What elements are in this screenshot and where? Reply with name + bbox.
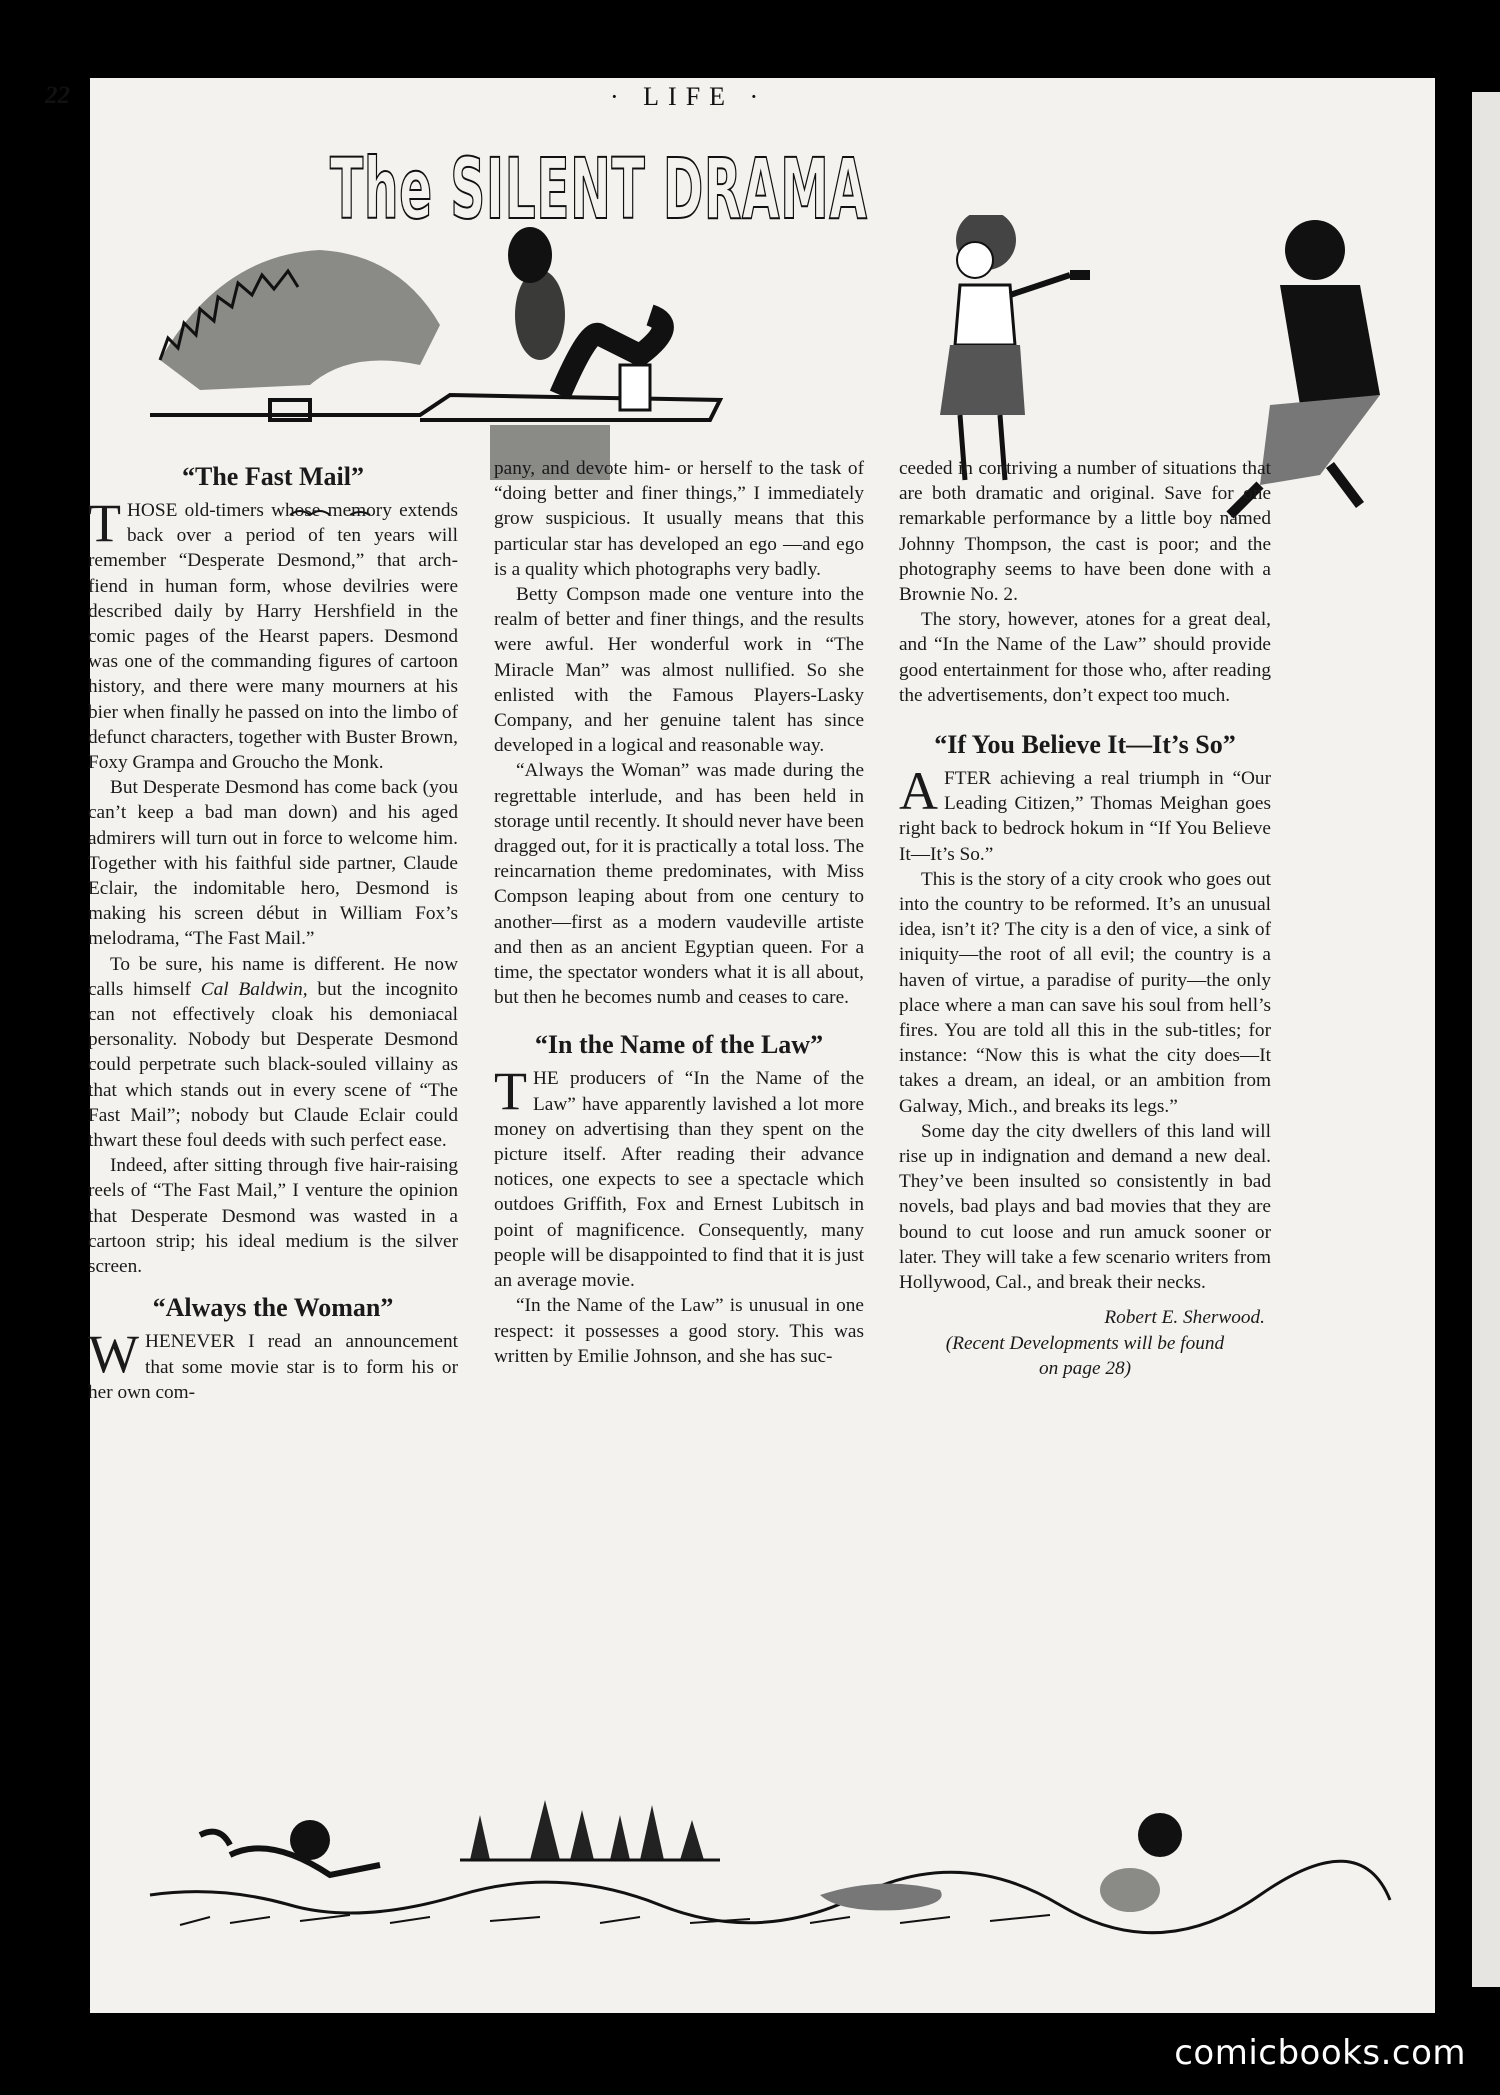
paragraph: ceeded in contriving a number of situations that are both dramatic and original. Save for one remarkable performance by a little boy named Johnny Thompson, the cast is poor; and the photography seems to have been done with a Brownie No. 2.	[899, 458, 1271, 606]
magazine-title: · LIFE ·	[610, 82, 768, 111]
heading-if-you-believe-it: “If You Believe It—It’s So”	[934, 730, 1236, 760]
paragraph: “In the Name of the Law” is unusual in one respect: it possesses a good story. This was written by Emilie Johnson, and she has suc-	[494, 1295, 864, 1367]
watermark: comicbooks.com	[1174, 2033, 1466, 2073]
column-3	[899, 456, 1271, 1381]
paragraph	[88, 493, 458, 775]
drop-cap: W	[88, 1324, 139, 1385]
paragraph-text: To be sure, his name is different. He now calls himself	[88, 953, 458, 1000]
footnote-line-1: (Recent Developments will be found	[945, 1332, 1225, 1354]
paragraph: Indeed, after sitting through five hair-raising reels of “The Fast Mail,” I venture the opinion that Desperate Desmond was wasted in a cartoon strip; his ideal medium is the silver screen.	[88, 1155, 458, 1278]
paragraph	[494, 1061, 864, 1293]
heading-always-the-woman: “Always the Woman”	[152, 1293, 394, 1323]
paragraph-text: HOSE old-timers whose memory extends back over a period of ten years will remember “Desperate Desmond,” that arch-fiend in human form, whose devilries were described daily by Harry Hershfield in the comic pages of the Hearst papers. Desmond was one of the commanding figures of cartoon history, and there were many mourners at his bier when finally he passed on into the limbo of defunct characters, together with Buster Brown, Foxy Grampa and Groucho the Monk.	[88, 500, 458, 774]
drop-cap: T	[494, 1061, 527, 1122]
paragraph: Some day the city dwellers of this land will rise up in indignation and demand a new deal. They’ve been insulted so consistently in bad novels, bad plays and bad movies that they are bound to cut loose and run amuck sooner or later. They will take a few scenario writers from Hollywood, Cal., and break their necks.	[899, 1120, 1271, 1294]
drop-cap: T	[88, 493, 121, 553]
paragraph	[88, 1324, 458, 1405]
paragraph	[88, 952, 458, 1154]
drop-cap: A	[899, 761, 938, 822]
paragraph: “Always the Woman” was made during the regrettable interlude, and has been held in storage until recently. It should never have been dragged out, for it is practically a total loss. The reincarnation theme predominates, with Miss Compson leaping about from one century to another—first as a modern vaudeville artiste and then as an ancient Egyptian queen. For a time, the spectator wonders what it is all about, but then he becomes numb and ceases to care.	[494, 760, 864, 1009]
italic-name: Cal Baldwin,	[200, 978, 308, 1000]
paragraph-text: but the incognito can not effectively cloak his demoniacal personality. Nobody but Desperate Desmond could perpetrate such black-souled villainy as that which stands out in every scene of “The Fast Mail”; nobody but Claude Eclair could thwart these foul deeds with such perfect ease.	[88, 978, 458, 1152]
paragraph: This is the story of a city crook who goes out into the country to be reformed. It’s an unusual idea, isn’t it? The city is a den of vice, a sink of iniquity—the root of all evil; the country is a haven of virtue, a paradise of purity—the only place where a man can save his soul from hell’s fires. You are told all this in the sub-titles; for instance: “Now this is what the city does—It takes a dream, an ideal, or an ambition from Galway, Mich., and breaks its legs.”	[899, 868, 1271, 1117]
author-signature: Robert E. Sherwood.	[1104, 1307, 1265, 1329]
paragraph-text: FTER achieving a real triumph in “Our Leading Citizen,” Thomas Meighan goes right back to bedrock hokum in “If You Believe It—It’s So.”	[899, 768, 1271, 865]
footnote-line-2: on page 28)	[1038, 1357, 1132, 1379]
paragraph-text: HE producers of “In the Name of the Law” have apparently lavished a lot more money on advertising than they spent on the picture itself. After reading their advance notices, one expects to see a spectacle which outdoes Griffith, Fox and Ernest Lubitsch in point of magnificence. Consequently, many people will be disappointed to find that it is just an average movie.	[494, 1068, 864, 1292]
column-2	[494, 456, 864, 1369]
banner-title-box	[330, 140, 930, 260]
paragraph: pany, and devote him- or herself to the task of “doing better and finer things,” I immediately grow suspicious. It usually means that this particular star has developed an ego —and ego is a quality which photographs very badly.	[494, 458, 864, 580]
column-1	[88, 456, 458, 1405]
footer-illustration	[140, 1795, 1400, 1945]
heading-fast-mail: “The Fast Mail”	[182, 462, 364, 491]
paragraph: But Desperate Desmond has come back (you can’t keep a bad man down) and his aged admirers will turn out in force to welcome him. Together with his faithful side partner, Claude Eclair, the indomitable hero, Desmond is making his screen début in William Fox’s melodrama, “The Fast Mail.”	[88, 777, 458, 950]
facing-page-edge	[1472, 92, 1500, 1987]
heading-name-of-the-law: “In the Name of the Law”	[534, 1030, 824, 1060]
page-number: 22	[45, 82, 70, 109]
paragraph: The story, however, atones for a great deal, and “In the Name of the Law” should provide good entertainment for those who, after reading the advertisements, don’t expect too much.	[899, 609, 1271, 706]
paragraph-text: HENEVER I read an announcement that some movie star is to form his or her own com-	[88, 1331, 458, 1403]
banner-title: The SILENT DRAMA	[330, 140, 868, 238]
paragraph: Betty Compson made one venture into the realm of better and finer things, and the results were awful. Her wonderful work in “The Miracle Man” was almost nullified. So she enlisted with the Famous Players-Lasky Company, and her genuine talent has since developed in a logical and reasonable way.	[494, 584, 864, 757]
paragraph	[899, 761, 1271, 867]
